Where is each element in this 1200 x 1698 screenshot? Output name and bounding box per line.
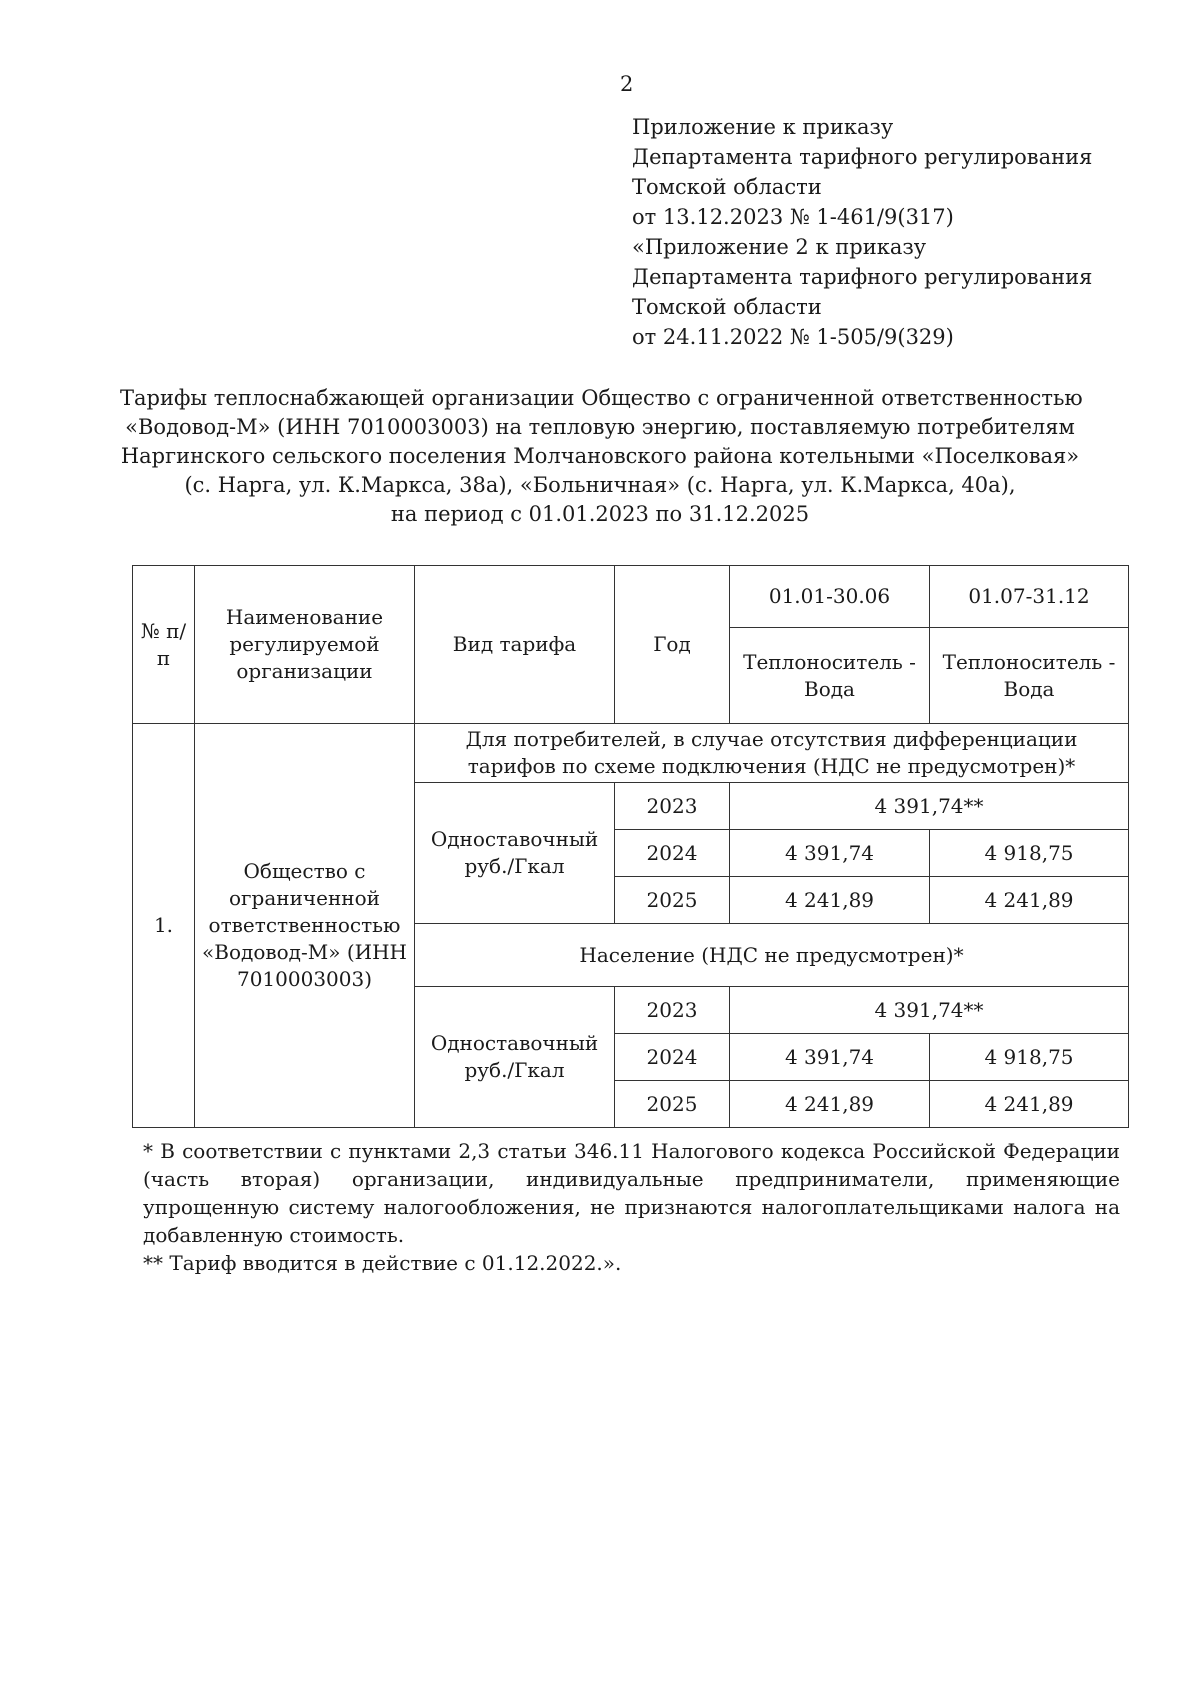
header-org-name: Наименование регулируемой организации (195, 566, 415, 724)
appendix-line: Томской области (632, 295, 822, 319)
page-number: 2 (620, 72, 634, 96)
header-period-2: 01.07-31.12 (930, 566, 1129, 628)
title-line: на период с 01.01.2023 по 31.12.2025 (390, 502, 810, 526)
tariff-value-h1: 4 241,89 (730, 877, 930, 924)
tariff-value-h1: 4 391,74 (730, 830, 930, 877)
tariff-value-h2: 4 918,75 (930, 1034, 1129, 1081)
footnote-effective-date: ** Тариф вводится в действие с 01.12.2022.». (143, 1251, 622, 1275)
document-title (120, 384, 1083, 529)
title-line: «Водовод-М» (ИНН 7010003003) на тепловую энергию, поставляемую потребителям (125, 415, 1075, 439)
appendix-header (632, 112, 1092, 352)
org-name-cell: Общество с ограниченной ответственностью «Водовод-М» (ИНН 7010003003) (195, 724, 415, 1128)
appendix-line: Приложение к приказу (632, 115, 894, 139)
title-line: Тарифы теплоснабжающей организации Общество с ограниченной ответственностью (120, 386, 1083, 410)
year-cell: 2024 (615, 830, 730, 877)
year-cell: 2025 (615, 877, 730, 924)
title-line: Наргинского сельского поселения Молчановского района котельными «Поселковая» (120, 444, 1080, 468)
header-tariff-type: Вид тарифа (415, 566, 615, 724)
tariff-value-h2: 4 241,89 (930, 1081, 1129, 1128)
header-year: Год (615, 566, 730, 724)
header-period-1: 01.01-30.06 (730, 566, 930, 628)
tariff-table (132, 565, 1129, 1128)
appendix-line: Томской области (632, 175, 822, 199)
appendix-line: «Приложение 2 к приказу (632, 235, 927, 259)
tariff-value-merged: 4 391,74** (730, 783, 1129, 830)
tariff-type-cell: Одноставочный руб./Гкал (415, 783, 615, 924)
tariff-value-h1: 4 241,89 (730, 1081, 930, 1128)
appendix-line: от 24.11.2022 № 1-505/9(329) (632, 325, 954, 349)
header-medium-2: Теплоноситель - Вода (930, 628, 1129, 724)
section-title: Для потребителей, в случае отсутствия дифференциации тарифов по схеме подключения (НДС не предусмотрен)* (415, 724, 1129, 783)
header-medium-1: Теплоноситель - Вода (730, 628, 930, 724)
tariff-value-merged: 4 391,74** (730, 987, 1129, 1034)
tariff-value-h1: 4 391,74 (730, 1034, 930, 1081)
footnote-vat: * В соответствии с пунктами 2,3 статьи 346.11 Налогового кодекса Российской Федерации (часть вторая) организации, индивидуальные предприниматели, применяющие упрощенную систему налогообложения, не признаются налогоплательщиками налога на добавленную стоимость. (143, 1139, 1120, 1247)
year-cell: 2023 (615, 987, 730, 1034)
title-line: (с. Нарга, ул. К.Маркса, 38а), «Больничная» (с. Нарга, ул. К.Маркса, 40а), (184, 473, 1016, 497)
year-cell: 2025 (615, 1081, 730, 1128)
tariff-value-h2: 4 241,89 (930, 877, 1129, 924)
row-number: 1. (133, 724, 195, 1128)
footnotes (143, 1137, 1120, 1277)
tariff-type-cell: Одноставочный руб./Гкал (415, 987, 615, 1128)
year-cell: 2023 (615, 783, 730, 830)
year-cell: 2024 (615, 1034, 730, 1081)
appendix-line: Департамента тарифного регулирования (632, 145, 1093, 169)
tariff-value-h2: 4 918,75 (930, 830, 1129, 877)
appendix-line: от 13.12.2023 № 1-461/9(317) (632, 205, 954, 229)
appendix-line: Департамента тарифного регулирования (632, 265, 1093, 289)
header-num: № п/п (133, 566, 195, 724)
section-title: Население (НДС не предусмотрен)* (415, 924, 1129, 987)
